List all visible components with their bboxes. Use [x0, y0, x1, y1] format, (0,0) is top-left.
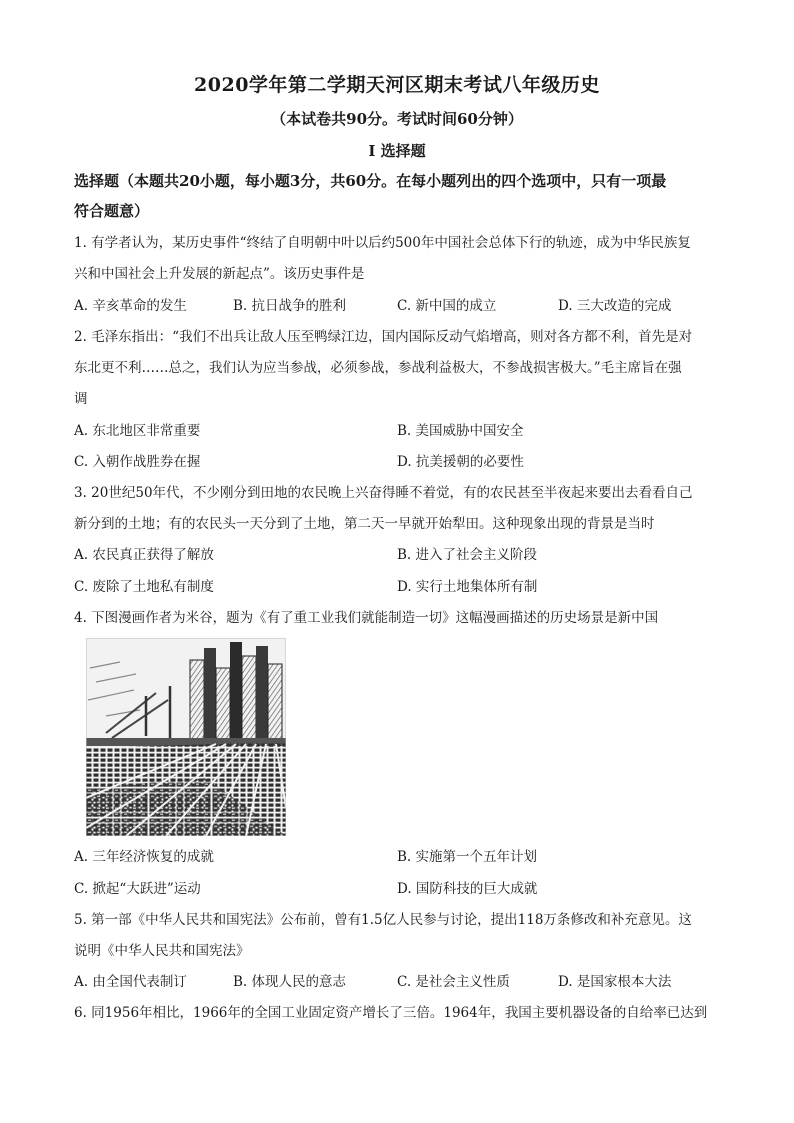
q1-option-c: C. 新中国的成立: [397, 298, 497, 314]
instructions: [74, 166, 724, 226]
q6-stem-line: 6. 同1956年相比，1966年的全国工业固定资产增长了三倍。1964年，我国主要机器设备的自给率已达到: [74, 1005, 708, 1021]
cartoon-illustration: [86, 638, 286, 836]
q4-option-b: B. 实施第一个五年计划: [397, 849, 538, 865]
q2-option-a: A. 东北地区非常重要: [74, 423, 201, 439]
q3-option-a: A. 农民真正获得了解放: [74, 547, 214, 563]
q4-option-d: D. 国防科技的巨大成就: [397, 881, 538, 897]
q5-option-a: A. 由全国代表制订: [74, 974, 187, 990]
q2-option-d: D. 抗美援朝的必要性: [397, 454, 524, 470]
q5-stem-line: 说明《中华人民共和国宪法》: [74, 943, 250, 959]
exam-subtitle: （本试卷共90分。考试时间60分钟）: [271, 110, 523, 128]
q5-stem-line: 5. 第一部《中华人民共和国宪法》公布前，曾有1.5亿人民参与讨论，提出118万条修改和补充意见。这: [74, 912, 692, 928]
q5-option-c: C. 是社会主义性质: [397, 974, 510, 990]
q3-option-c: C. 废除了土地私有制度: [74, 579, 214, 595]
q5-option-b: B. 体现人民的意志: [233, 974, 347, 990]
q4-option-a: A. 三年经济恢复的成就: [74, 849, 214, 865]
q3-option-b: B. 进入了社会主义阶段: [397, 547, 538, 563]
instructions-line: 选择题（本题共20小题，每小题3分，共60分。在每小题列出的四个选项中，只有一项最: [74, 172, 667, 190]
cartoon-image: [86, 638, 286, 836]
q2-option-b: B. 美国威胁中国安全: [397, 423, 524, 439]
exam-title: 2020学年第二学期天河区期末考试八年级历史: [194, 74, 600, 96]
instructions-line: 符合题意）: [74, 202, 150, 220]
q5-option-d: D. 是国家根本大法: [558, 974, 672, 990]
q1-stem-line: 兴和中国社会上升发展的新起点”。该历史事件是: [74, 266, 365, 282]
q2-option-c: C. 入朝作战胜券在握: [74, 454, 201, 470]
section-heading: I 选择题: [368, 142, 426, 160]
q2-stem-line: 调: [74, 391, 88, 407]
q4-stem-line: 4. 下图漫画作者为米谷，题为《有了重工业我们就能制造一切》这幅漫画描述的历史场景是新中国: [74, 610, 659, 626]
q1-stem-line: 1. 有学者认为，某历史事件“终结了自明朝中叶以后约500年中国社会总体下行的轨迹，成为中华民族复: [74, 235, 691, 251]
q4-option-c: C. 掀起“大跃进”运动: [74, 881, 201, 897]
q3-option-d: D. 实行土地集体所有制: [397, 579, 538, 595]
q3-stem-line: 新分到的土地；有的农民头一天分到了土地，第二天一早就开始犁田。这种现象出现的背景是当时: [74, 516, 655, 532]
q3-stem-line: 3. 20世纪50年代，不少刚分到田地的农民晚上兴奋得睡不着觉，有的农民甚至半夜起来要出去看看自己: [74, 485, 693, 501]
q1-option-a: A. 辛亥革命的发生: [74, 298, 187, 314]
q2-stem-line: 2. 毛泽东指出：“我们不出兵让敌人压至鸭绿江边，国内国际反动气焰增高，则对各方都不利，首先是对: [74, 329, 693, 345]
q1-option-b: B. 抗日战争的胜利: [233, 298, 347, 314]
q2-stem-line: 东北更不利……总之，我们认为应当参战，必须参战，参战利益极大，不参战损害极大。”毛主席旨在强: [74, 360, 682, 376]
q1-option-d: D. 三大改造的完成: [558, 298, 672, 314]
